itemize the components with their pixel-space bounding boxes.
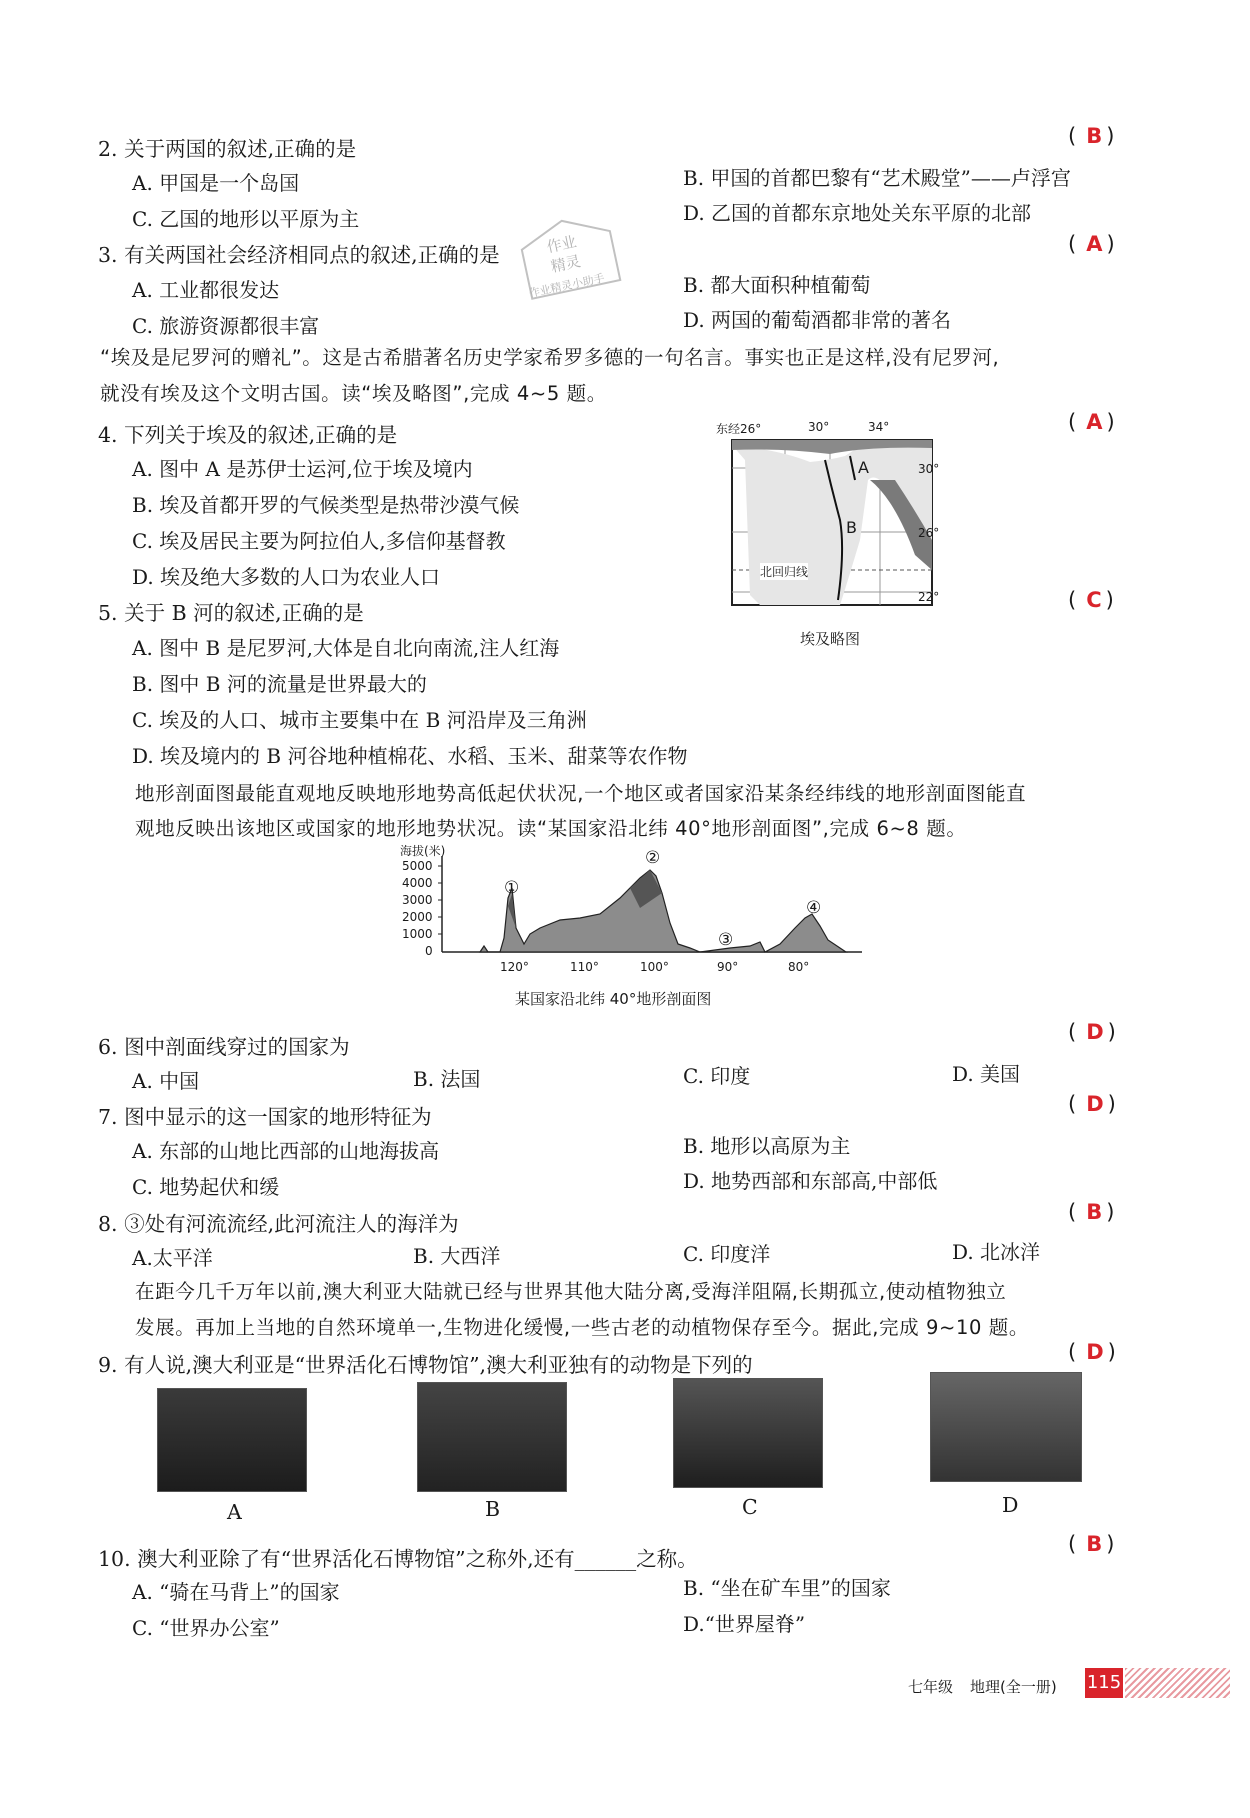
q7-option-a: A. 东部的山地比西部的山地海拔高 [132,1139,440,1163]
q7-stem: 7. 图中显示的这一国家的地形特征为 [98,1105,432,1129]
footer-subject: 地理(全一册) [970,1678,1057,1696]
map-lon-30: 30° [808,420,830,434]
profile-passage-line1: 地形剖面图最能直观地反映地形地势高低起伏状况,一个地区或者国家沿某条经纬线的地形剖面图能直 [135,782,1027,805]
q10-answer: ( B ) [1068,1532,1121,1556]
profile-ylabel: 海拔(米) [400,844,446,858]
animal-photo-d [930,1372,1082,1482]
egypt-passage-line1: “埃及是尼罗河的赠礼”。这是古希腊著名历史学家希罗多德的一句名言。事实也正是这样,没有尼罗河, [100,346,1000,369]
australia-passage-line1: 在距今几千万年以前,澳大利亚大陆就已经与世界其他大陆分离,受海洋阻隔,长期孤立,使动植物独立 [135,1280,1007,1303]
q5-option-b: B. 图中 B 河的流量是世界最大的 [132,672,427,696]
q6-option-d: D. 美国 [952,1062,1021,1086]
profile-marker-2: ② [645,848,661,868]
q8-answer: ( B ) [1068,1200,1121,1224]
q6-option-c: C. 印度 [683,1064,751,1088]
q10-option-c: C. “世界办公室” [132,1616,280,1640]
profile-marker-3: ③ [718,930,734,950]
animal-photo-b [417,1382,567,1492]
page-number: 115 [1085,1668,1123,1698]
stamp-line2: 精灵 [549,252,583,276]
q8-option-d: D. 北冰洋 [952,1240,1041,1264]
q7-answer: ( D ) [1068,1092,1122,1116]
q4-option-d: D. 埃及绝大多数的人口为农业人口 [132,565,441,589]
q8-option-b: B. 大西洋 [413,1244,501,1268]
profile-xtick-100: 100° [640,960,669,974]
stamp-line1: 作业 [545,232,579,257]
q2-option-a: A. 甲国是一个岛国 [132,171,300,195]
profile-xtick-110: 110° [570,960,599,974]
q3-option-a: A. 工业都很发达 [132,278,280,302]
q5-stem: 5. 关于 B 河的叙述,正确的是 [98,601,364,625]
q3-option-d: D. 两国的葡萄酒都非常的著名 [683,308,952,332]
profile-ytick-3000: 3000 [402,893,433,907]
terrain-profile [400,844,870,998]
q2-option-d: D. 乙国的首都东京地处关东平原的北部 [683,201,1032,225]
australia-passage-line2: 发展。再加上当地的自然环境单一,生物进化缓慢,一些古老的动植物保存至今。据此,完成 9~10 题。 [135,1316,1029,1339]
q4-option-a: A. 图中 A 是苏伊士运河,位于埃及境内 [132,457,473,481]
profile-ytick-5000: 5000 [402,859,433,873]
q2-option-c: C. 乙国的地形以平原为主 [132,207,360,231]
map-lat-26: 26° [918,526,940,540]
q9-answer: ( D ) [1068,1340,1122,1364]
q9-stem: 9. 有人说,澳大利亚是“世界活化石博物馆”,澳大利亚独有的动物是下列的 [98,1353,753,1377]
q9-option-b: B [485,1497,501,1521]
map-lat-30: 30° [918,462,940,476]
q6-option-b: B. 法国 [413,1067,481,1091]
map-label-a: A [858,458,869,477]
watermark-stamp [496,198,644,323]
profile-marker-4: ④ [806,898,822,918]
q10-option-d: D.“世界屋脊” [683,1612,806,1636]
egypt-map [716,420,960,620]
q5-option-d: D. 埃及境内的 B 河谷地种植棉花、水稻、玉米、甜菜等农作物 [132,744,688,768]
profile-ytick-4000: 4000 [402,876,433,890]
q4-option-c: C. 埃及居民主要为阿拉伯人,多信仰基督教 [132,529,506,553]
profile-xtick-90: 90° [717,960,739,974]
q2-option-b: B. 甲国的首都巴黎有“艺术殿堂”——卢浮宫 [683,166,1071,190]
animal-photo-a [157,1388,307,1492]
q6-option-a: A. 中国 [132,1069,200,1093]
q5-option-a: A. 图中 B 是尼罗河,大体是自北向南流,注人红海 [132,636,560,660]
q3-option-b: B. 都大面积种植葡萄 [683,273,871,297]
profile-ytick-1000: 1000 [402,927,433,941]
profile-xtick-80: 80° [788,960,810,974]
q5-option-c: C. 埃及的人口、城市主要集中在 B 河沿岸及三角洲 [132,708,587,732]
egypt-passage-line2: 就没有埃及这个文明古国。读“埃及略图”,完成 4~5 题。 [100,382,607,405]
footer-grade: 七年级 [908,1678,954,1696]
q7-option-b: B. 地形以高原为主 [683,1134,851,1158]
footer-stripe [1125,1668,1230,1698]
profile-ytick-2000: 2000 [402,910,433,924]
q10-option-b: B. “坐在矿车里”的国家 [683,1576,891,1600]
q9-option-d: D [1002,1493,1019,1517]
map-lat-22: 22° [918,590,940,604]
q10-stem: 10. 澳大利亚除了有“世界活化石博物馆”之称外,还有______之称。 [98,1547,698,1571]
q8-option-c: C. 印度洋 [683,1242,771,1266]
q3-answer: ( A ) [1068,232,1121,256]
map-label-b: B [846,518,857,537]
profile-passage-line2: 观地反映出该地区或国家的地形地势状况。读“某国家沿北纬 40°地形剖面图”,完成 6~8 题。 [135,817,967,840]
q4-answer: ( A ) [1068,410,1121,434]
q4-option-b: B. 埃及首都开罗的气候类型是热带沙漠气候 [132,493,520,517]
q7-option-c: C. 地势起伏和缓 [132,1175,280,1199]
q9-option-c: C [742,1495,758,1519]
q9-option-a: A [227,1500,242,1524]
egypt-map-caption: 埃及略图 [800,630,861,648]
q2-answer: ( B ) [1068,124,1121,148]
q4-stem: 4. 下列关于埃及的叙述,正确的是 [98,423,398,447]
map-lon-26: 东经26° [716,422,762,436]
profile-xtick-120: 120° [500,960,529,974]
q6-stem: 6. 图中剖面线穿过的国家为 [98,1035,350,1059]
q3-stem: 3. 有关两国社会经济相同点的叙述,正确的是 [98,243,500,267]
q2-stem: 2. 关于两国的叙述,正确的是 [98,137,357,161]
q8-stem: 8. ③处有河流流经,此河流注人的海洋为 [98,1212,459,1236]
map-tropic-label: 北回归线 [760,565,809,579]
q8-option-a: A.太平洋 [132,1246,213,1270]
q10-option-a: A. “骑在马背上”的国家 [132,1580,340,1604]
map-lon-34: 34° [868,420,890,434]
q7-option-d: D. 地势西部和东部高,中部低 [683,1169,938,1193]
terrain-profile-caption: 某国家沿北纬 40°地形剖面图 [515,990,712,1008]
profile-marker-1: ① [504,878,520,898]
animal-photo-c [673,1378,823,1488]
stamp-line3: 作业精灵小助手 [527,271,606,301]
q6-answer: ( D ) [1068,1020,1122,1044]
q5-answer: ( C ) [1068,588,1120,612]
q3-option-c: C. 旅游资源都很丰富 [132,314,320,338]
profile-ytick-0: 0 [425,944,433,958]
